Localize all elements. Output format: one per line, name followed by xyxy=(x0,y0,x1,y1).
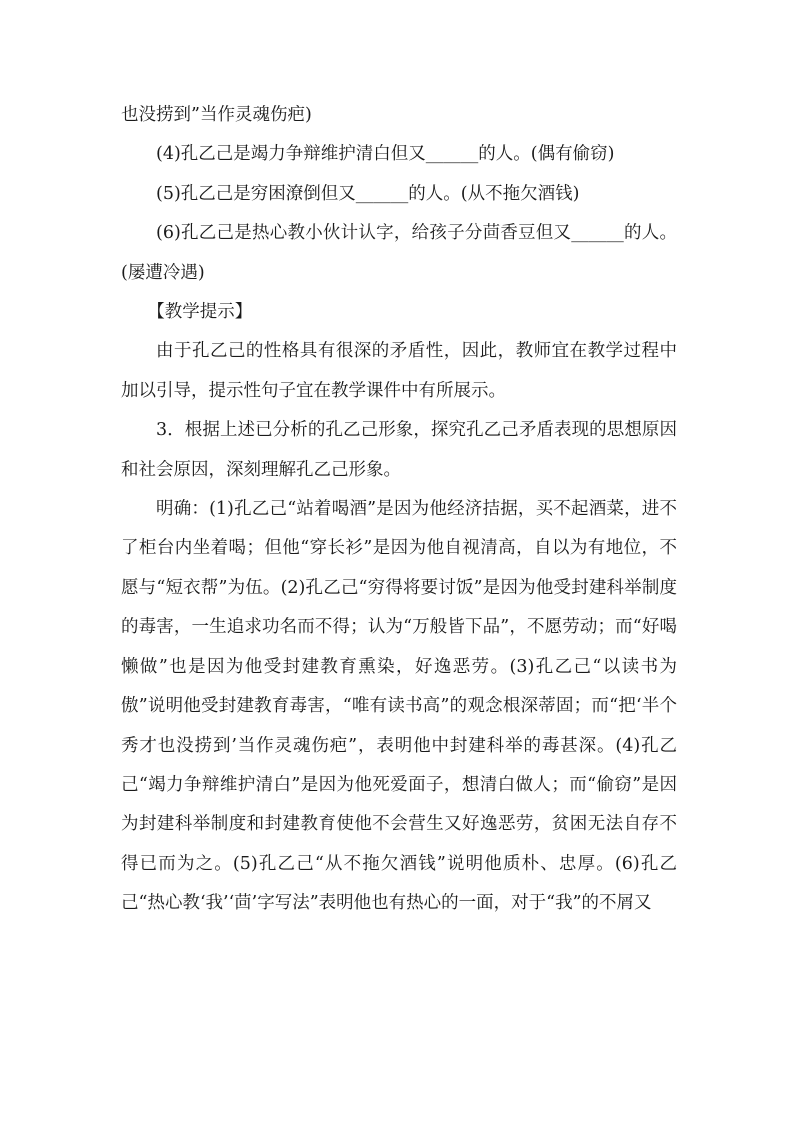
question-item-4: (4)孔乙己是竭力争辩维护清白但又______的人。(偶有偷窃) xyxy=(156,144,615,165)
paragraph-continuation: 也没捞到”当作灵魂伤疤) xyxy=(121,105,312,125)
teaching-tip-paragraph: 由于孔乙己的性格具有很深的矛盾性，因此，教师宜在教学过程中加以引导，提示性句子宜在教学课件中有所展示。 xyxy=(121,341,677,401)
task-3-paragraph: 3．根据上述已分析的孔乙己形象，探究孔乙己矛盾表现的思想原因和社会原因，深刻理解孔乙己形象。 xyxy=(121,420,677,480)
document-body xyxy=(121,96,677,924)
question-item-5: (5)孔乙己是穷困潦倒但又______的人。(从不拖欠酒钱) xyxy=(156,183,580,204)
answer-paragraph: 明确：(1)孔乙己“站着喝酒”是因为他经济拮据，买不起酒菜，进不了柜台内坐着喝；但他“穿长衫”是因为他自视清高，自以为有地位，不愿与“短衣帮”为伍。(2)孔乙己“穷得将要讨饭”是因为他受封建科举制度的毒害，一生追求功名而不得；认为“万般皆下品”，不愿劳动；而“好喝懒做”也是因为他受封建教育熏染，好逸恶劳。(3)孔乙己“以读书为傲”说明他受封建教育毒害，“唯有读书高”的观念根深蒂固；而“把‘半个秀才也没捞到’当作灵魂伤疤”，表明他中封建科举的毒甚深。(4)孔乙己“竭力争辩维护清白”是因为他死爱面子，想清白做人；而“偷窃”是因为封建科举制度和封建教育使他不会营生又好逸恶劳，贫困无法自存不得已而为之。(5)孔乙己“从不拖欠酒钱”说明他质朴、忠厚。(6)孔乙己“热心教‘我’‘茴’字写法”表明他也有热心的一面，对于“我”的不屑又 xyxy=(121,499,677,914)
teaching-tip-heading: 【教学提示】 xyxy=(147,302,253,323)
question-item-6: (6)孔乙己是热心教小伙计认字，给孩子分茴香豆但又______的人。(屡遭冷遇) xyxy=(121,223,677,283)
